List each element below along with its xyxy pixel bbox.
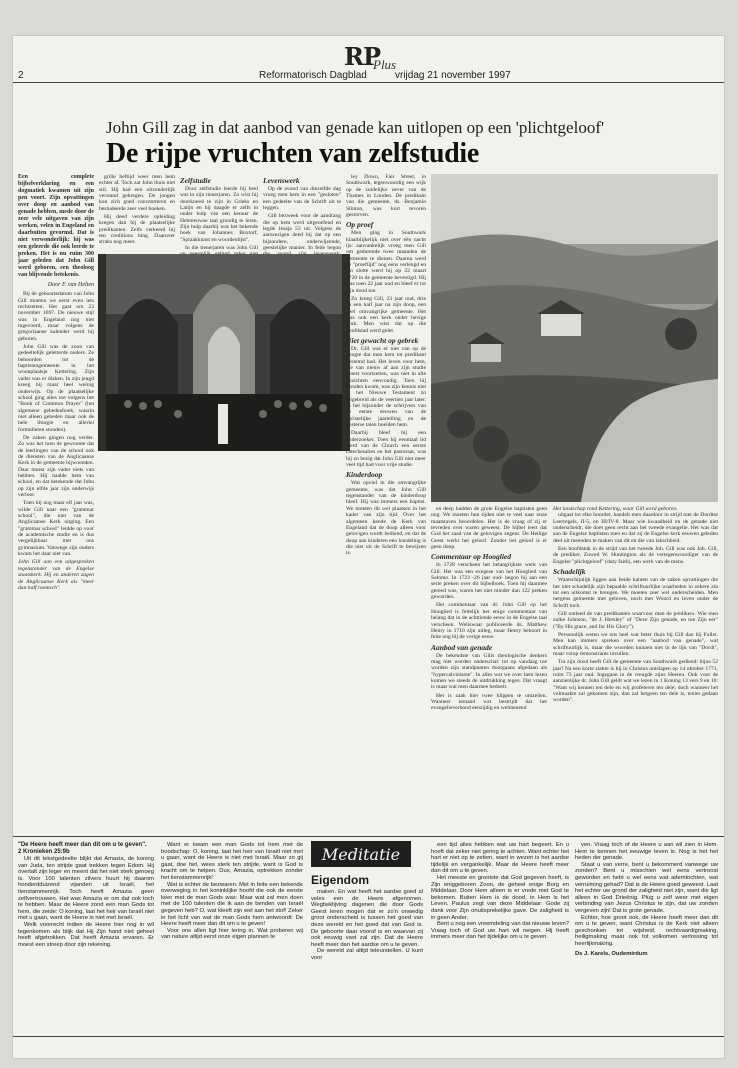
- meditatie-title: Meditatie: [321, 845, 401, 864]
- paragraph: Een hoofdstuk in de strijd van het tweede Joh. Gill was ook Joh. Gill, de prediker, Zuwed W. Huntington als de vertegenwoordiger van de Engelse "plichtgeloof" (duty faith), een werk van de mens.: [553, 546, 718, 565]
- paragraph: en deep hadden de grote Engelse baptisten geen oog. We moeten hun tijden niet te veel naar onze maatstaven beoordelen. Het is de vraag of zij er tevreden over waren geweest. De bijbel leert dat God het zaad van de gelovigen zegent. De Heilige Geest werkt het geloof. Zonder het geloof is er geen doop.: [431, 506, 547, 551]
- paragraph: grille heftijd weer men hem echter af. Toch zat John thuis niet stil. Hij had een uitzonderlijk verstand gekregen. De jongen kon zich goed concentreren en bestudeerde zeer veel boeken.: [99, 174, 175, 212]
- article-byline: Door F. van Helten: [47, 282, 94, 288]
- page-number: 2: [18, 70, 24, 81]
- photo-caption-2: Het landschap rond Kettering, waar Gill werd geboren.: [553, 506, 678, 512]
- subheading: Kinderdoop: [346, 470, 383, 480]
- subheading: Commentaar op Hooglied: [431, 552, 512, 562]
- paragraph: Staat u van verre, bent u bekommerd vanwege uw zonden? Bent u misschien wel eens vertroost geworden en hebt u wel eens wat ademtochten, wat verruiming gehad? Dat is de Heere goed geweest. Laat het echter uw grond der zaligheid niet zijn, want die ligt alleen in God Drieënig. Plug u zelf weer met eigen verbinding van Jezus Christus te zijn, dat uw zonden vergeven zijn! Dat is grote genade.: [575, 861, 718, 914]
- meditatie-column-1: [18, 842, 154, 1032]
- meditatie-verse: "De Heere heeft meer dan dit om u te geven".: [18, 842, 147, 848]
- subheading: Zelfstudie: [180, 176, 211, 185]
- subheading: Levenswerk: [263, 176, 300, 185]
- meditatie-column-2: [161, 842, 303, 1032]
- paragraph: De zaken gingen nog verder. Zo was het toen de gewoonte dat de leerlingen van de school ook de diensten van de Anglicaanse Kerk in de gemeente bijwoonden. Daar moest zijn vader niets van hebben. Hij haalde hem van school, en dat betekende dat John op zijn elfde jaar zijn onderwijs verloor.: [18, 434, 94, 498]
- rp-plus-suffix: Plus: [373, 57, 397, 72]
- subheading: Op proef: [346, 220, 374, 230]
- paragraph: Gill bezweek voor de aandrang die op hem werd uitgeoefend en legde Jesaja 53 uit. Volgens de aanwezigen deed hij dat op een bijzondere, onderwijzende, geestelijke manier. In feite begon: [263, 213, 341, 252]
- paragraph: Het commentaar van dr. John Gill op het Hooglied is feitelijk het enige commentaar van belang dat in de achttiende eeuw in de Engelse taal verscheen. Weliswaar publiceerde ds. Matthew Henry in 1710 zijn uitleg, maar Henry behoort in feite nog bij de vorige eeuw.: [431, 602, 547, 641]
- paragraph: Persoonlijk weten we ons heel wat beter thuis bij Gill dan bij Fuller. Men kan immers spreken over een "aanbod van genade", wat schriftuurlijk is, maar die woorden kunnen niet in de lijn van "Dordt", maar volop remonstrants invullen.: [553, 631, 718, 657]
- paragraph: Voor ons allen ligt hier lering in. Wat proberen wij van nature altijd eerst onze eigen plannen te: [161, 927, 303, 941]
- article-column-6: [431, 506, 547, 836]
- newspaper-page: [13, 36, 724, 1058]
- paragraph: Bij de geboortedatum van John Gill moeten we eerst even iets rechtzetten. Het gaat om 23 november 1697. De nieuwe stijl was in Engeland nog niet ingevoerd, maar volgens de gregoriaanse kalender werd hij geboren.: [18, 291, 94, 342]
- subheading: Aanbod van genade: [431, 642, 493, 652]
- paragraph: uitgaat tot elke hoorder, handelt men daardoor in strijd met de Dordtse Leerregels, II-5, en III/IV-8. Maar wie kwaadheid en de genade niet onderscheidt, die doet geen recht aan het tweede evangelie. Het was dat aan de Engelse baptisten toen en dat zij de Engelse kerk eeuwen geleden deel uit meenden te maken van dit en die van lakschheid.: [553, 512, 718, 544]
- meditatie-verse-ref: 2 Kronieken 25:9b: [18, 849, 70, 855]
- article-intro: Een complete bijbelverklaring en een dogmatiek kwamen uit zijn pen voort. Zijn opvattingen over doop en aanbod van genade hebben, mede door de zeer vele uitgaven van zijn werken, velen in Engeland en daarbuiten gevormd. Dat is niet verwonderlijk: hij was een geleerde die ook leerde te preken. Het is nu ruim 300 jaar geleden dat John Gill werd geboren, een theoloog van blijvende betekenis.: [18, 174, 94, 278]
- paragraph: Toen hij nog maar elf jaar was, wilde Gill naar een "grammar school", die niet van de Anglicaanse Kerk uitging. Een "grammar school" leidde op voor de academische studie en is dus vergelijkbaar met ons gymnasium. Vanwege zijn ouders kwam het daar niet van.: [18, 500, 94, 558]
- article-column-5: [346, 174, 426, 557]
- paragraph: een tijd alles hebben wat uw hart begeert. En u hoeft dat zeker niet gering te achten. Want echter het hart er niet op te zetten, want in wezen is het aardse tijdelijk en vergankelijk. Maar de Heere heeft meer dan dit om u te geven.: [431, 842, 569, 875]
- paragraph: Welk voorrecht indien de Heere hier nog in wil tegenkomen als blijk dat Hij Zijn hand niet geheel heeft afgetrokken. Dat heeft Amazia ervaren. Er moest een streep door zijn rekening.: [18, 921, 154, 948]
- paragraph: Dr. Gill was er niet van op de hoogte dat men hem tot predikant bestemd had. Het leven voor hem, die van nieuw af aan zijn studie moest voortzetten, was niet in alle opzichten eenvoudig. Toen hij Londen kwam, was zijn kennis niet in het Nieuwe Testament zo uitgebreid als de veertien jaar later. In het bijzonder de schrijvers van de eerste eeuwen van de christelijke jaartelling en de oosterse talen boeiden hem.: [346, 345, 426, 429]
- church-photo-image: [98, 254, 350, 451]
- paragraph: Echter, hoe groot ook, de Heere heeft meer dan dit om u te geven, want Christus is de Kerk niet alleen geschonken tot wijsheid, rechtvaardigmaking, heiligmaking maar ook tot volkomen verlossing tot heerlijkmaking.: [575, 914, 718, 947]
- article-column-7: [553, 506, 718, 836]
- subheading: Niet gewacht op gebrek: [346, 335, 419, 345]
- masthead-rule: [13, 82, 724, 83]
- article-column-2: [99, 174, 175, 252]
- paragraph: De wereld zal altijd teleurstellen. U kunt voor: [311, 948, 423, 961]
- paragraph: Zo kreeg Gill, 23 jaar oud, drie en een half jaar na zijn doop, een heel omvangrijke gemeente. Het was ook een kerk onder hevige druk. Men wist dat op die hoofdstad werd gelet.: [346, 295, 426, 334]
- paragraph: Wat is echter de bezwaren. Met in feite een bekende overweging in het koninklijke hoofd die ook de eerste keer met de man Gods was: Maar wat zal men doen met de 100 talenten die ik aan de benden van Israël gegeven heb? O, wat kleeft zijn wel aan het stof! Zeker in het licht van wat de man Gods hem antwoordt: De Heere heeft meer dan dit om u te geven!: [161, 881, 303, 928]
- page-bottom-rule: [13, 1036, 724, 1037]
- meditatie-column-3: [311, 889, 423, 1032]
- paragraph: Bent u nog een vreemdeling van dat nieuwe leven? Vraag toch of God uw hart wil neigen. Hij heeft immers meer dan het tijdelijke om u te geven.: [431, 921, 569, 941]
- landscape-photo: [431, 174, 718, 502]
- article-kicker: John Gill zag in dat aanbod van genade kan uitlopen op een 'plichtgeloof': [106, 118, 605, 137]
- church-interior-photo: [98, 254, 350, 451]
- paragraph: In 1728 verscheen het belangrijkste werk van Gill. Het was een exegese van het Hooglied van Salomo. In 1723 -26 jaar oud- begon hij aan een serie preken over dit bijbelboek. Toen hij daarmee gereed was, waren het niet minder dan 122 preken geworden.: [431, 562, 547, 601]
- meditatie-heading: Eigendom: [311, 873, 370, 887]
- meditatie-column-5: [575, 842, 718, 1032]
- paragraph: Het is zaak hier twee klippen te omzeilen. Wanneer iemand wat bestrijdt dat het evangelieverbond eenzijdig en welmenend: [431, 692, 547, 712]
- paragraph: Tot zijn dood heeft Gill de gemeente van Southwark gediend: bijna 52 jaar! Na een korte ziekte is hij in Christus ontslapen op 14 oktober 1771, ruim 73 jaar oud. Ingegaan in de vreugde zijns Heeren. Ook voor de aanzienlijke dr. John Gill geldt wat we lezen in 1 Koning 13 vers 9 en 10: "Want wij kennen ten dele en wij profeteren ten dele; doch wanneer het volmaakte zal gekomen zijn, dan zal hetgeen ten dele is, teniet gedaan worden".: [553, 659, 718, 704]
- paragraph: Wat opviel in die omvangrijke gemeente, was dat John Gill tegenstander van de kinderdoop bleef. Hij was immers een baptist. We moeten dit wel plaatsen in het kader van zijn tijd. Over het algemeen kende de Kerk van Engeland dat de doop alleen voor gelovigen wordt bediend, en dat de doop aan kinderen een handeling is die niet uit de Schrift te bewijzen is.: [346, 480, 426, 557]
- paragraph: maken. En wat heeft het aardse goed al veles een de Heere afgenomen. Wegbeklijving dagenen die door Gods Geest leren mogen dat er zo'n onwedig groot onderscheid is tussen het goed van deze wereld en het goed dat van God is. De geboorte daar vooraf is en waarvan zij ook eeuwig vast zal zijn. Dat de Heere heeft meer dan het aardse om u te geven.: [311, 889, 423, 948]
- paragraph: Daarbij bleef hij een onderzoeker. Toen hij eenmaal lid werd van de Church een eerste catechesaties en het pastoraat, was hij zo bezig dat John Gill niet meer veel tijd had voor vrije studie.: [346, 430, 426, 469]
- paragraph: Door zelfstudie leerde hij heel wat in zijn tienerjaren. Zo wist hij doorkneed te zijn in Grieks en Latijn en hij daagde er zelfs in onder hulp van een kenner de Hebreeuwse taal grondig te leren. Zijn hulp daarbij was het bekende boek van Johannes Buxtorf, "Spraakkunst en woordenlijst".: [180, 186, 258, 243]
- paragraph: Op de avond van diezelfde dag vroeg men hem in een "gesloten" een gedeelte van de Schrift uit te leggen.: [263, 186, 341, 212]
- landscape-photo-image: [431, 174, 718, 502]
- article-column-1: [18, 174, 94, 592]
- paragraph: Uit dit tekstgedeelte blijkt dat Amazia, de koning van Juda, ten strijde gaat trekken tegen Edom. Hij overtalt zijn leger en meent dat het niet sterk genoeg is. Voor 100 talenten zilvers huurt hij daarom honderdduizend vijanden uit Israël, het tienstammenrijk. Toch heeft Amazia geen zelfvertrouwen. Het was Amazia er om dat ook toch te hebben. Maar de Heere zond een man Gods tot hem, die zeide: O koning, laat het heir van Israël niet met u gaan, want de Heere is niet met Israël.: [18, 856, 154, 922]
- meditatie-top-rule: [13, 836, 724, 837]
- paragraph: ven. Vraag toch of de Heere u aan wil zien in Hem. Hem te kennen het eeuwige leven is. Nog is het het heden der genade.: [575, 842, 718, 862]
- paragraph: Hij deed verdere opleiding kregen dan bij de plaatselijke predikanten. Zelfs verkeerd hij ten creditions hing. Daarover straks nog meer.: [99, 214, 175, 246]
- paragraph: Het meeste en grootste dat God gegeven heeft, is Zijn eniggeboren Zoon, de geheel enige Borg en Middelaar. Door Hem alleen is er vrede met God te bekomen. Buiten Hem is de dood, in Hem is het Leven. Paulus zegt van deze Middelaar: Gode zij dank voor Zijn onuitsprekelijke gave. De zaligheid is in geen Ander.: [431, 874, 569, 921]
- paragraph: Want er kwam een man Gods tot hem met de boodschap: O, koning, laat het heir van Israël niet met u gaan, want de Heere is niet met Israël. Maar zo gij gaat, doe het, wees sterk ten strijde, want is God is kracht om te helpen. Dus, Amazia, optrekken zonder het tienstammenrijk!: [161, 842, 303, 881]
- paragraph: Men ging in Southwark klaarblijkelijk niet over één nacht ijs: aanvankelijk vroeg men Gill om gedurende twee maanden de gemeente te dienen. Daarna werd de "proeftijd" nog eens verlengd en ten slotte werd hij op 22 maart 1720 in de gemeente bevestigd. Hij was toen 22 jaar oud en bleef er tot zijn dood toe.: [346, 230, 426, 294]
- paper-name: Reformatorisch Dagblad: [259, 70, 367, 81]
- issue-date: vrijdag 21 november 1997: [395, 70, 511, 81]
- masthead: [13, 36, 724, 84]
- photo-caption-1: John Gill aan een uitgesproken tegenstander van de Engelse staatskerk. Hij en anderen zagen de Anglicaanse Kerk als "meer dan half roomsch".: [18, 559, 94, 592]
- article-headline: De rijpe vruchten van zelfstudie: [106, 138, 480, 169]
- meditatie-author: Ds J. Karels, Oudemirdum: [575, 950, 648, 957]
- paragraph: In die tienerjaren was John Gill: [185, 245, 258, 252]
- paragraph: Gill ontleed de van predikanten waarvoor men de predikers. Wie men zulke Johnson, "de J. Hersley" of "Deze Zijn genade, en toe Zijn eer" ("By His grace, and for His Glory").: [553, 610, 718, 630]
- article-column-4: [263, 174, 341, 252]
- rp-logo: RP: [344, 42, 380, 71]
- subheading: Schadelijk: [553, 567, 586, 577]
- paragraph: ley Down, Fair Street, in Southwark, tegenwoordig een wijk op de zuidelijke oever van de Thames in Londen. De predikant van die gemeente, ds. Benjamin Stinton, was kort tevoren gestorven.: [346, 174, 426, 219]
- article-column-3: [180, 174, 258, 252]
- paragraph: John Gill was de zoon van gedeeltelijk geletterde ouders. Ze behoorden tot de baptistengemeente in het woonplaatsje Kettering. Zijn vader was er diaken. In zijn jeugd kreeg hij maar heel weinig onderwijs. Op de plaatselijke school ging alles toe volgens het "Book of Common Prayer" (het algemene gebedenboek, waarin niet alleen gebeden maar ook de hele liturgie en allerlei formulieren stonden).: [18, 344, 94, 433]
- paragraph: De bekendste van Gills theologische denkers mag niet worden onderschat: tot op vandaag toe worden zijn standpunten doorgaans afgedaan als "hypercalvinisme". In alles wat we over hem lezen komen we steeds de uitdrukking tegen. Dat vraagt is maar wat men daarmee bedoelt.: [431, 652, 547, 691]
- meditatie-column-4: [431, 842, 569, 1032]
- paragraph: Waarschijnlijk liggen aan beide kanten van de zaken opvattingen die het niet schadelijk zijn bepaalde schriftuurlijke waarheden in zekere zin tot een uitkomst te brengen. We moeten zeer wel onderscheiden. Men nergens gemeente met geloven, noch met Woord en leven onder de Schrift toch.: [553, 577, 718, 609]
